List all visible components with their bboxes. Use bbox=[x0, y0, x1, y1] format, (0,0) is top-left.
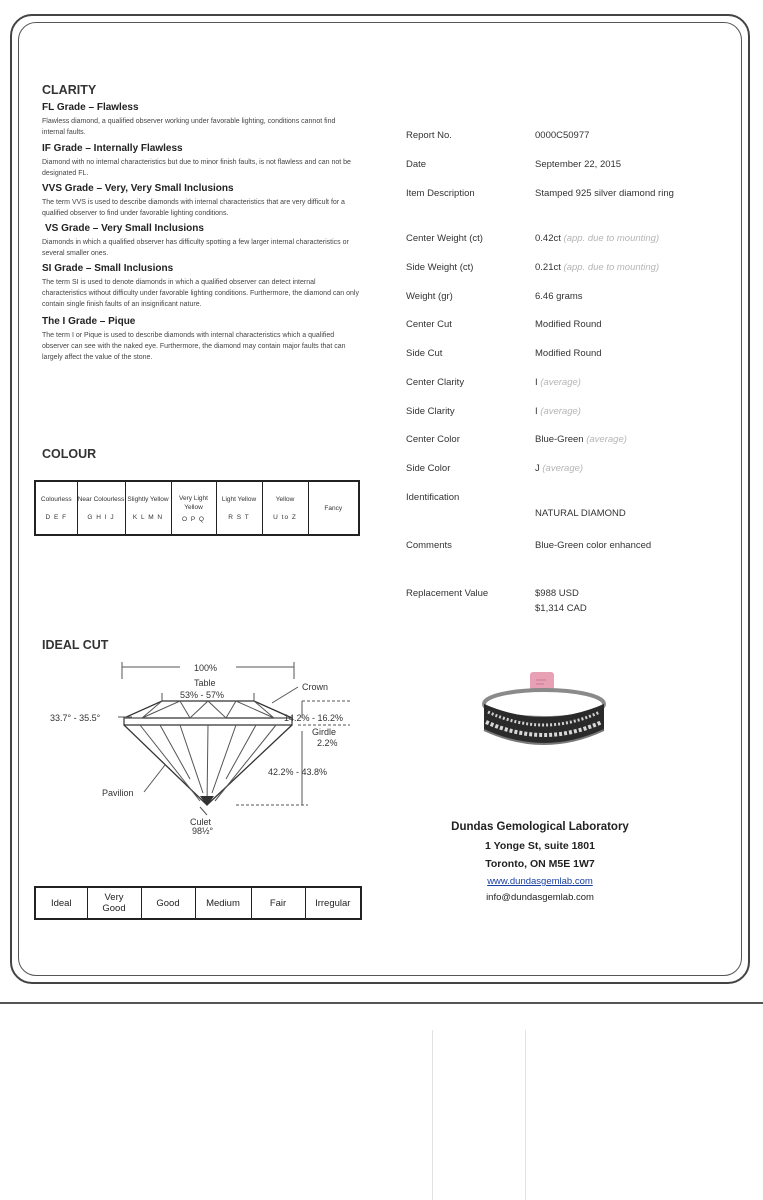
cut-grade-good: Good bbox=[141, 887, 195, 919]
side-clarity-value: I bbox=[535, 406, 538, 417]
colour-col-name: Slightly Yellow bbox=[127, 496, 169, 503]
colour-col-letters: R S T bbox=[228, 514, 250, 521]
replacement-value-label: Replacement Value bbox=[406, 588, 489, 599]
colour-col-slightly-yellow bbox=[125, 481, 171, 535]
replacement-value-cad: $1,314 CAD bbox=[535, 603, 587, 614]
girdle-pct-label: 2.2% bbox=[317, 738, 338, 748]
side-cut-value: Modified Round bbox=[535, 348, 602, 359]
crown-angle-label: 33.7° - 35.5° bbox=[50, 713, 101, 723]
lab-address-line2: Toronto, ON M5E 1W7 bbox=[485, 858, 595, 870]
side-cut-label: Side Cut bbox=[406, 348, 443, 359]
faint-divider-left bbox=[432, 1030, 433, 1200]
side-weight-value: 0.21ct bbox=[535, 262, 561, 273]
side-color-label: Side Color bbox=[406, 463, 451, 474]
ideal-cut-title: IDEAL CUT bbox=[42, 638, 109, 652]
comments-value: Blue-Green color enhanced bbox=[535, 540, 652, 551]
girdle-label: Girdle bbox=[312, 727, 337, 737]
faint-divider-right bbox=[525, 1030, 526, 1200]
side-color-value: J bbox=[535, 463, 540, 474]
cut-grade-medium: Medium bbox=[195, 887, 251, 919]
colour-col-light-yellow bbox=[216, 481, 262, 535]
colour-col-name: Near Colourless bbox=[77, 496, 125, 503]
center-weight-label: Center Weight (ct) bbox=[406, 233, 483, 244]
colour-col-yellow bbox=[262, 481, 308, 535]
side-weight-label: Side Weight (ct) bbox=[406, 262, 474, 273]
center-clarity-value: I bbox=[535, 377, 538, 388]
pavilion-pct-label: 42.2% - 43.8% bbox=[268, 767, 328, 777]
clarity-grade-vs-desc: Diamonds in which a qualified observer has difficulty spotting a few larger internal characteristics or several smaller ones. bbox=[42, 239, 349, 257]
center-cut-value: Modified Round bbox=[535, 319, 602, 330]
center-weight-row bbox=[535, 233, 659, 244]
colour-col-name: Light Yellow bbox=[221, 496, 257, 503]
side-weight-note: (app. due to mounting) bbox=[563, 262, 660, 273]
clarity-grade-vs-title: VS Grade – Very Small Inclusions bbox=[45, 223, 204, 234]
cut-grade-fair: Fair bbox=[251, 887, 305, 919]
clarity-grade-i-title: The I Grade – Pique bbox=[42, 316, 136, 327]
lab-email[interactable]: info@dundasgemlab.com bbox=[486, 892, 594, 903]
colour-col-name: Fancy bbox=[324, 504, 343, 512]
center-clarity-note: (average) bbox=[540, 377, 581, 388]
center-color-value: Blue-Green bbox=[535, 434, 584, 445]
item-description-label: Item Description bbox=[406, 188, 475, 199]
page-bottom-rule bbox=[0, 1002, 763, 1004]
date-value: September 22, 2015 bbox=[535, 159, 622, 170]
colour-col-letters: G H I J bbox=[87, 514, 115, 521]
clarity-title: CLARITY bbox=[42, 83, 97, 97]
colour-col-near-colourless bbox=[77, 481, 125, 535]
item-description-value: Stamped 925 silver diamond ring bbox=[535, 188, 674, 199]
weight-gr-value: 6.46 grams bbox=[535, 291, 583, 302]
weight-gr-label: Weight (gr) bbox=[406, 291, 453, 302]
side-color-note: (average) bbox=[542, 463, 584, 474]
crown-pct-label: 14.2% - 16.2% bbox=[284, 713, 344, 723]
ring-photo bbox=[478, 668, 610, 760]
center-color-row bbox=[535, 434, 627, 445]
colour-col-letters: D E F bbox=[45, 514, 68, 521]
colour-col-letters: K L M N bbox=[132, 514, 164, 521]
comments-label: Comments bbox=[406, 540, 452, 551]
clarity-grade-vvs-desc: The term VVS is used to describe diamonds with internal characteristics that are very difficult for a qualified observer to find under favorable lighting conditions. bbox=[42, 199, 345, 217]
identification-label: Identification bbox=[406, 492, 460, 503]
side-clarity-row bbox=[535, 406, 581, 417]
clarity-grade-si-title: SI Grade – Small Inclusions bbox=[42, 263, 174, 274]
date-label: Date bbox=[406, 159, 427, 170]
cut-grade-very-good: Very Good bbox=[87, 887, 141, 919]
cut-grade-ideal: Ideal bbox=[35, 887, 87, 919]
center-clarity-label: Center Clarity bbox=[406, 377, 465, 388]
clarity-grade-fl-title: FL Grade – Flawless bbox=[42, 102, 139, 113]
table-pct-label: 53% - 57% bbox=[180, 690, 225, 700]
pavilion-label: Pavilion bbox=[102, 788, 134, 798]
clarity-grade-vvs-title: VVS Grade – Very, Very Small Inclusions bbox=[42, 183, 234, 194]
colour-col-name: Yellow bbox=[275, 496, 295, 503]
side-weight-row bbox=[535, 262, 659, 273]
colour-title: COLOUR bbox=[42, 447, 97, 461]
colour-scale-table bbox=[34, 480, 360, 536]
colour-col-very-light-yellow bbox=[171, 481, 216, 535]
center-weight-note: (app. due to mounting) bbox=[563, 233, 660, 244]
clarity-grade-si-desc: The term SI is used to denote diamonds in which a qualified observer can detect internal characteristics without difficulty under favorable lighting conditions. Furthermore, the diamond can only contain single finish faults of an insignificant nature. bbox=[42, 279, 359, 308]
side-clarity-label: Side Clarity bbox=[406, 406, 455, 417]
clarity-grade-if-title: IF Grade – Internally Flawless bbox=[42, 143, 183, 154]
clarity-grade-if-desc: Diamond with no internal characteristics but due to minor finish faults, is not flawless and can not be designated FL. bbox=[42, 159, 351, 177]
side-clarity-note: (average) bbox=[540, 406, 581, 417]
report-no-label: Report No. bbox=[406, 130, 452, 141]
lab-website-link[interactable]: www.dundasgemlab.com bbox=[487, 876, 593, 887]
side-color-row bbox=[535, 463, 583, 474]
clarity-grade-fl-desc: Flawless diamond, a qualified observer working under favorable lighting, conditions cannot find internal faults. bbox=[42, 118, 336, 136]
lab-address-line1: 1 Yonge St, suite 1801 bbox=[485, 840, 595, 852]
lab-name: Dundas Gemological Laboratory bbox=[451, 821, 629, 833]
identification-value: NATURAL DIAMOND bbox=[535, 508, 626, 519]
center-weight-value: 0.42ct bbox=[535, 233, 561, 244]
colour-col-colourless bbox=[35, 481, 77, 535]
culet-angle-label: 98½° bbox=[192, 826, 214, 835]
center-clarity-row bbox=[535, 377, 581, 388]
colour-col-fancy bbox=[308, 481, 359, 535]
center-cut-label: Center Cut bbox=[406, 319, 452, 330]
total-width-label: 100% bbox=[194, 663, 218, 673]
center-color-note: (average) bbox=[586, 434, 627, 445]
colour-col-name: Colourless bbox=[40, 496, 72, 503]
colour-col-name: Very Light Yellow bbox=[179, 494, 208, 511]
report-no-value: 0000C50977 bbox=[535, 130, 590, 141]
crown-label: Crown bbox=[302, 682, 329, 692]
diamond-cut-diagram bbox=[40, 655, 370, 835]
colour-col-letters: U to Z bbox=[273, 514, 297, 521]
colour-col-letters: O P Q bbox=[182, 515, 205, 523]
replacement-value-usd: $988 USD bbox=[535, 588, 579, 599]
cut-grade-irregular: Irregular bbox=[305, 887, 361, 919]
center-color-label: Center Color bbox=[406, 434, 460, 445]
clarity-grade-i-desc: The term I or Pique is used to describe diamonds with internal characteristics which a qualified observer can see with the naked eye. Furthermore, the diamond may contain major faults that can largely affect the value of the stone. bbox=[42, 332, 346, 361]
table-label: Table bbox=[194, 678, 216, 688]
cut-scale-table bbox=[34, 886, 362, 920]
culet-label: Culet bbox=[190, 817, 212, 827]
